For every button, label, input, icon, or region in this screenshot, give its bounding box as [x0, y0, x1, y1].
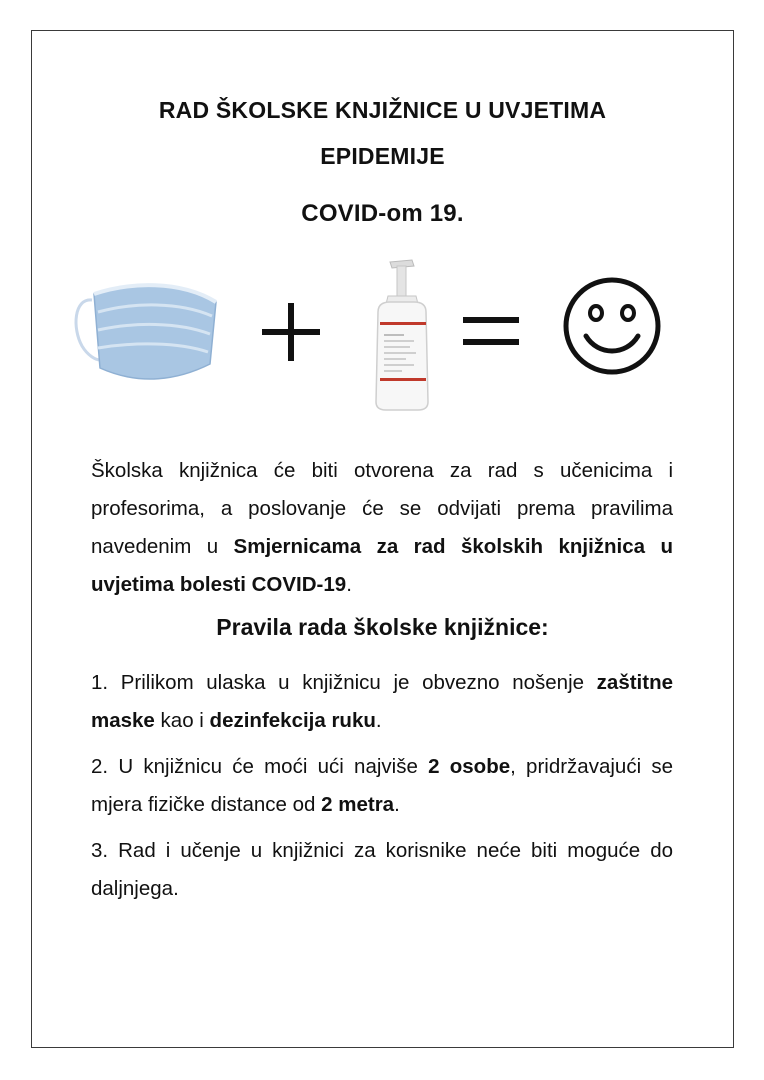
plus-icon — [262, 303, 320, 361]
rule-item-3: 3. Rad i učenje u knjižnici za korisnike neće biti moguće do daljnjega. — [91, 839, 673, 900]
sanitizer-bottle-icon — [368, 254, 440, 414]
equation-illustration — [0, 250, 764, 420]
rule-item-2: 2. U knjižnicu će moći ući najviše 2 osobe, pridržavajući se mjera fizičke distance od 2 metra. — [91, 755, 674, 816]
intro-paragraph: Školska knjižnica će biti otvorena za rad s učenicima i profesorima, a poslovanje će se odvijati prema pravilima navedenim u Smjernicama za rad školskih knjižnica u uvjetima bolesti COVID-19. — [91, 459, 673, 596]
title-line-1: RAD ŠKOLSKE KNJIŽNICE U UVJETIMA — [158, 97, 607, 123]
rules-heading: Pravila rada školske knjižnice: — [216, 614, 549, 640]
equals-icon — [463, 315, 519, 347]
guidelines-reference: Smjernicama za rad školskih knjižnica u uvjetima bolesti COVID-19 — [91, 535, 673, 596]
face-mask-icon — [70, 272, 220, 390]
title-line-2: EPIDEMIJE — [320, 143, 445, 169]
smiley-face-icon — [562, 276, 662, 376]
rule-item-1: 1. Prilikom ulaska u knjižnicu je obvezno nošenje zaštitne maske kao i dezinfekcija ruku. — [91, 671, 673, 732]
title-line-3: COVID-om 19. — [301, 200, 464, 227]
